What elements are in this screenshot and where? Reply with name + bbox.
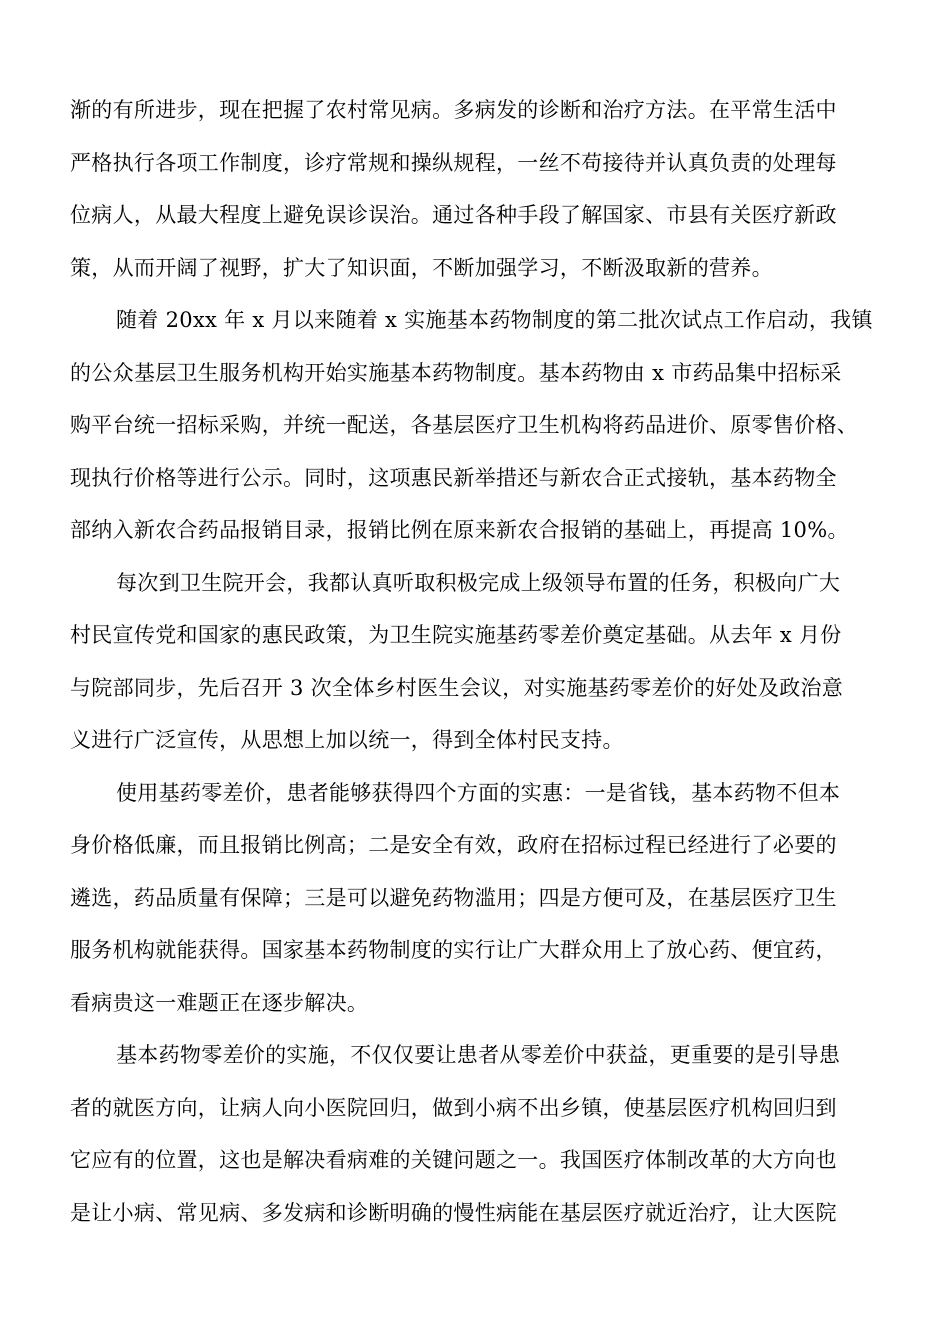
paragraph-1-line-1: 渐的有所进步，现在把握了农村常见病。多病发的诊断和治疗方法。在平常生活中	[70, 98, 837, 122]
paragraph-4-line-5: 看病贵这一难题正在逐步解决。	[70, 991, 369, 1015]
paragraph-2-line-3: 购平台统一招标采购，并统一配送，各基层医疗卫生机构将药品进价、原零售价格、	[70, 413, 859, 437]
paragraph-4-line-1: 使用基药零差价，患者能够获得四个方面的实惠：一是省钱，基本药物不但本	[116, 781, 841, 805]
paragraph-3-line-2: 村民宣传党和国家的惠民政策，为卫生院实施基药零差价奠定基础。从去年 x 月份	[70, 623, 842, 647]
paragraph-2-line-1: 随着 20xx 年 x 月以来随着 x 实施基本药物制度的第二批次试点工作启动，我镇	[116, 308, 873, 332]
paragraph-4-line-3: 遴选，药品质量有保障；三是可以避免药物滥用；四是方便可及，在基层医疗卫生	[70, 886, 837, 910]
paragraph-5-line-4: 是让小病、常见病、多发病和诊断明确的慢性病能在基层医疗就近治疗，让大医院	[70, 1201, 837, 1225]
paragraph-5-line-3: 它应有的位置，这也是解决看病难的关键问题之一。我国医疗体制改革的大方向也	[70, 1148, 837, 1172]
paragraph-4-line-2: 身价格低廉，而且报销比例高；二是安全有效，政府在招标过程已经进行了必要的	[70, 833, 837, 857]
paragraph-5-line-2: 者的就医方向，让病人向小医院回归，做到小病不出乡镇，使基层医疗机构回归到	[70, 1096, 837, 1120]
paragraph-3-line-3: 与院部同步，先后召开 3 次全体乡村医生会议，对实施基药零差价的好处及政治意	[70, 676, 844, 700]
paragraph-5-line-1: 基本药物零差价的实施，不仅仅要让患者从零差价中获益，更重要的是引导患	[116, 1043, 841, 1067]
paragraph-3-line-4: 义进行广泛宣传，从思想上加以统一，得到全体村民支持。	[70, 728, 624, 752]
paragraph-3-line-1: 每次到卫生院开会，我都认真听取积极完成上级领导布置的任务，积极向广大	[116, 571, 841, 595]
paragraph-2-line-2: 的公众基层卫生服务机构开始实施基本药物制度。基本药物由 x 市药品集中招标采	[70, 361, 842, 385]
paragraph-2-line-4: 现执行价格等进行公示。同时，这项惠民新举措还与新农合正式接轨，基本药物全	[70, 466, 837, 490]
paragraph-1-line-4: 策，从而开阔了视野，扩大了知识面，不断加强学习，不断汲取新的营养。	[70, 256, 773, 280]
paragraph-2-line-5: 部纳入新农合药品报销目录，报销比例在原来新农合报销的基础上，再提高 10%。	[70, 518, 849, 542]
paragraph-1-line-3: 位病人，从最大程度上避免误诊误治。通过各种手段了解国家、市县有关医疗新政	[70, 203, 837, 227]
paragraph-1-line-2: 严格执行各项工作制度，诊疗常规和操纵规程，一丝不苟接待并认真负责的处理每	[70, 151, 837, 175]
paragraph-4-line-4: 服务机构就能获得。国家基本药物制度的实行让广大群众用上了放心药、便宜药，	[70, 938, 837, 962]
